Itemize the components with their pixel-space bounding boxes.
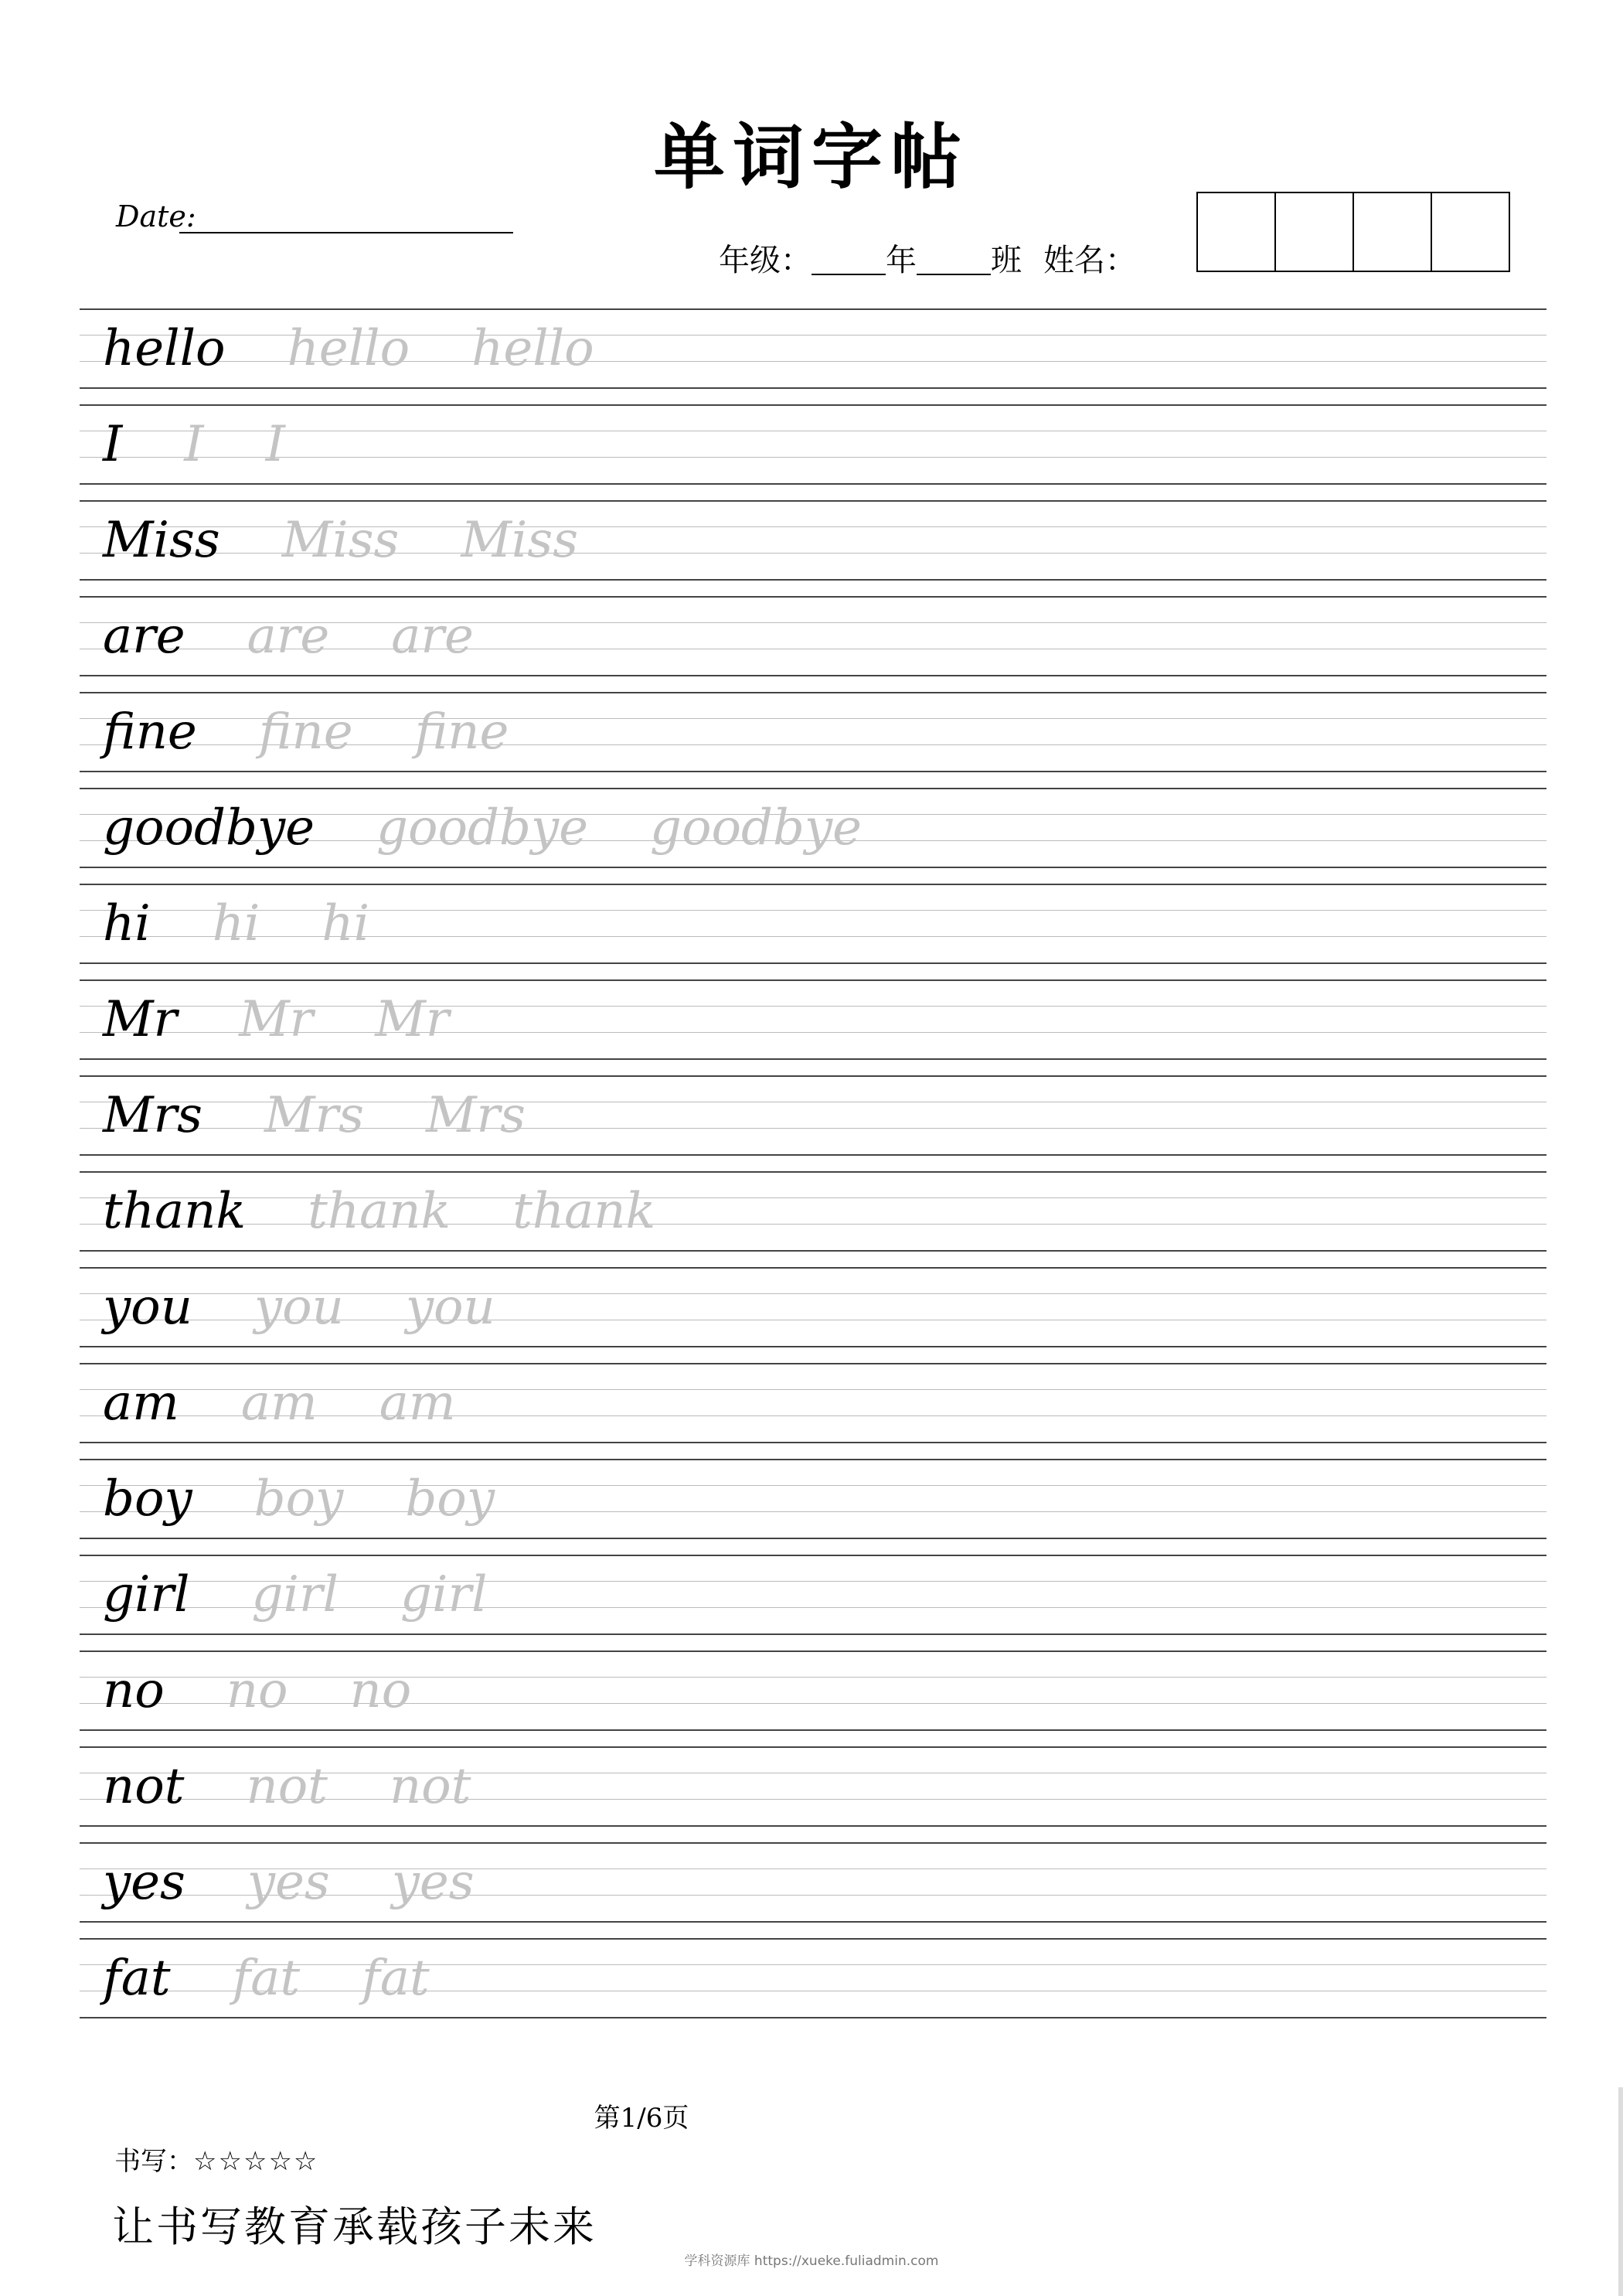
word-row [80, 1267, 1546, 1363]
trace-word: Mr [239, 991, 314, 1048]
trace-word: hi [322, 895, 370, 952]
name-box [1354, 193, 1432, 271]
trace-word: girl [251, 1566, 339, 1623]
model-word: hi [103, 895, 151, 952]
trace-word: Miss [281, 512, 400, 569]
date-underline [179, 232, 513, 233]
trace-word: no [349, 1662, 412, 1719]
word-row [80, 1650, 1546, 1746]
trace-word: fine [258, 703, 353, 761]
model-word: are [103, 608, 185, 665]
word-row [80, 596, 1546, 692]
guide-line [80, 1650, 1546, 1652]
trace-word: you [253, 1279, 344, 1336]
grade-class-row [719, 236, 1136, 280]
model-word: goodbye [103, 799, 315, 857]
date-label: Date: [116, 199, 196, 233]
word-row [80, 1363, 1546, 1459]
trace-word: thank [512, 1183, 656, 1240]
source-footer: 学科资源库 https://xueke.fuliadmin.com [684, 2253, 939, 2269]
trace-word: girl [400, 1566, 488, 1623]
guide-line [80, 692, 1546, 693]
trace-word: boy [405, 1470, 495, 1528]
guide-line [80, 500, 1546, 502]
edge-shadow [1618, 2087, 1623, 2296]
class-blank [917, 274, 991, 275]
trace-word: fat [232, 1950, 301, 2007]
trace-word: not [389, 1758, 471, 1815]
guide-line [80, 1729, 1546, 1731]
model-word: Miss [103, 512, 220, 569]
guide-line [80, 308, 1546, 310]
model-word: yes [103, 1854, 185, 1911]
trace-word: Mrs [264, 1087, 364, 1144]
trace-word: no [226, 1662, 288, 1719]
trace-word: goodbye [650, 799, 862, 857]
word-row [80, 1075, 1546, 1171]
word-row [80, 404, 1546, 500]
guide-line [80, 675, 1546, 676]
writing-rating [114, 2140, 318, 2178]
guide-line [80, 1346, 1546, 1347]
guide-line [80, 483, 1546, 485]
grade-label: 年级： [719, 243, 812, 278]
guide-line [80, 1075, 1546, 1077]
date-field [116, 199, 196, 238]
guide-line [80, 1197, 1546, 1198]
trace-word: I [184, 416, 204, 473]
model-word: fat [103, 1950, 171, 2007]
class-label: 班 [991, 243, 1022, 278]
guide-line [80, 1842, 1546, 1844]
page-title: 单词字帖 [653, 115, 969, 199]
guide-line [80, 1267, 1546, 1269]
model-word: am [103, 1375, 179, 1432]
guide-line [80, 867, 1546, 868]
guide-line [80, 1250, 1546, 1252]
guide-line [80, 771, 1546, 772]
name-box [1198, 193, 1276, 271]
guide-line [80, 910, 1546, 911]
guide-line [80, 1171, 1546, 1173]
slogan: 让书写教育承载孩子未来 [112, 2202, 597, 2251]
trace-word: you [405, 1279, 495, 1336]
trace-word: hi [212, 895, 260, 952]
trace-word: hello [287, 320, 410, 377]
trace-word: boy [253, 1470, 344, 1528]
word-row [80, 979, 1546, 1075]
word-row [80, 500, 1546, 596]
rating-stars: ☆☆☆☆☆ [193, 2146, 319, 2177]
model-word: Mrs [103, 1087, 202, 1144]
guide-line [80, 1058, 1546, 1060]
trace-word: thank [308, 1183, 451, 1240]
guide-line [80, 387, 1546, 389]
model-word: Mr [103, 991, 178, 1048]
model-word: thank [103, 1183, 247, 1240]
guide-line [80, 404, 1546, 406]
word-row [80, 1459, 1546, 1555]
trace-word: fat [362, 1950, 430, 2007]
guide-line [80, 884, 1546, 885]
trace-word: are [391, 608, 474, 665]
name-label: 姓名： [1043, 243, 1136, 278]
guide-line [80, 1633, 1546, 1635]
model-word: I [103, 416, 123, 473]
word-row [80, 692, 1546, 788]
guide-line [80, 936, 1546, 937]
trace-word: yes [391, 1854, 475, 1911]
model-word: you [103, 1279, 192, 1336]
model-word: fine [103, 703, 197, 761]
model-word: no [103, 1662, 165, 1719]
trace-word: goodbye [376, 799, 588, 857]
guide-line [80, 1938, 1546, 1940]
word-row [80, 1842, 1546, 1938]
trace-word: I [265, 416, 285, 473]
trace-word: Mr [375, 991, 450, 1048]
word-row [80, 1555, 1546, 1650]
guide-line [80, 979, 1546, 981]
guide-line [80, 1224, 1546, 1225]
guide-line [80, 1921, 1546, 1923]
trace-word: am [379, 1375, 456, 1432]
practice-sheet [80, 308, 1546, 2034]
guide-line [80, 1459, 1546, 1460]
word-row [80, 1746, 1546, 1842]
guide-line [80, 962, 1546, 964]
model-word: hello [103, 320, 226, 377]
model-word: girl [103, 1566, 190, 1623]
guide-line [80, 457, 1546, 458]
trace-word: are [247, 608, 330, 665]
name-boxes [1196, 192, 1510, 272]
name-box [1432, 193, 1509, 271]
guide-line [80, 1555, 1546, 1556]
guide-line [80, 1363, 1546, 1364]
guide-line [80, 579, 1546, 581]
word-row [80, 788, 1546, 884]
guide-line [80, 1677, 1546, 1678]
guide-line [80, 596, 1546, 598]
guide-line [80, 788, 1546, 789]
trace-word: Mrs [425, 1087, 526, 1144]
trace-word: not [246, 1758, 328, 1815]
year-label: 年 [886, 243, 917, 278]
word-row [80, 1938, 1546, 2034]
trace-word: am [240, 1375, 318, 1432]
page-number: 第1/6页 [594, 2103, 689, 2134]
trace-word: Miss [461, 512, 579, 569]
guide-line [80, 1746, 1546, 1748]
trace-word: hello [471, 320, 594, 377]
name-box [1276, 193, 1354, 271]
guide-line [80, 2017, 1546, 2018]
trace-word: fine [414, 703, 509, 761]
rating-label: 书写： [114, 2146, 193, 2177]
model-word: boy [103, 1470, 192, 1528]
word-row [80, 1171, 1546, 1267]
guide-line [80, 1442, 1546, 1443]
guide-line [80, 1703, 1546, 1704]
guide-line [80, 1154, 1546, 1156]
word-row [80, 308, 1546, 404]
guide-line [80, 1825, 1546, 1827]
trace-word: yes [247, 1854, 330, 1911]
word-row [80, 884, 1546, 979]
grade-blank [812, 274, 886, 275]
model-word: not [103, 1758, 185, 1815]
guide-line [80, 1538, 1546, 1539]
